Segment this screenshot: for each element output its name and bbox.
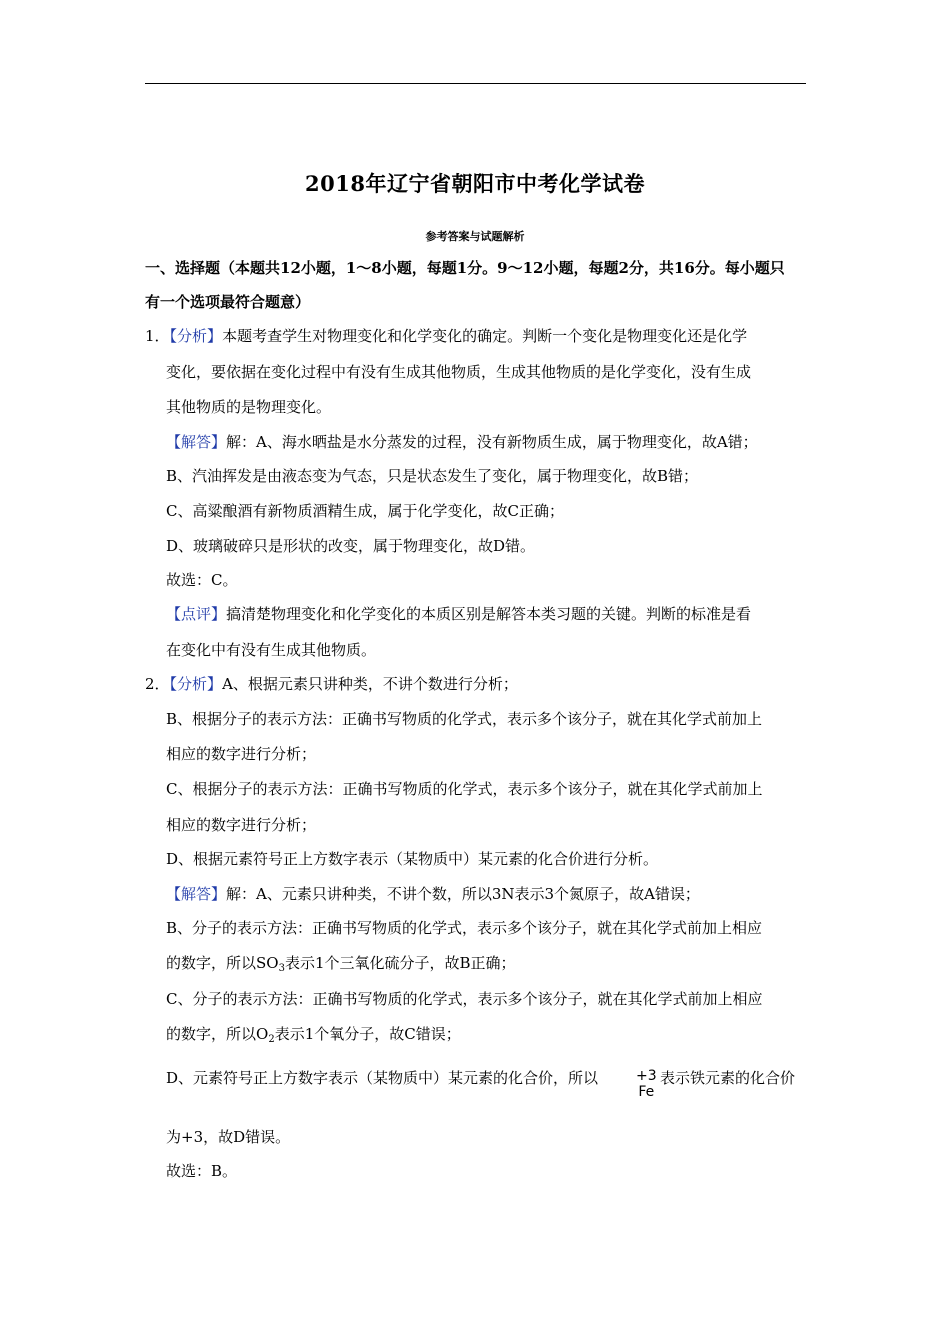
q1-analysis-line1 bbox=[145, 326, 747, 346]
q1-answer-a bbox=[166, 432, 758, 452]
q1-answer-tag: 【解答】 bbox=[166, 433, 227, 451]
q2-answer-c2-pre: 的数字，所以O bbox=[166, 1025, 269, 1043]
q2-answer-a bbox=[166, 884, 700, 904]
header-rule bbox=[145, 83, 806, 84]
q1-answer-b: B、汽油挥发是由液态变为气态，只是状态发生了变化，属于物理变化，故B错； bbox=[166, 467, 699, 485]
fe-valence-formula bbox=[636, 1068, 657, 1100]
q2-number: 2． bbox=[145, 675, 170, 693]
q1-analysis-line2: 变化，要依据在变化过程中有没有生成其他物质，生成其他物质的是化学变化，没有生成 bbox=[166, 363, 752, 381]
q1-comment-tag: 【点评】 bbox=[166, 605, 227, 623]
q2-analysis-c2: 相应的数字进行分析； bbox=[166, 816, 317, 834]
fe-charge: +3 bbox=[636, 1068, 657, 1084]
q2-answer-b1: B、分子的表示方法：正确书写物质的化学式，表示多个该分子，就在其化学式前加上相应 bbox=[166, 919, 763, 937]
q2-answer-c2 bbox=[166, 1024, 461, 1050]
q2-analysis-a-text: A、根据元素只讲种类，不讲个数进行分析； bbox=[222, 675, 518, 693]
page-title: 2018年辽宁省朝阳市中考化学试卷 bbox=[305, 171, 645, 196]
q2-answer-b2-pre: 的数字，所以SO bbox=[166, 954, 279, 972]
q2-choice: 故选：B。 bbox=[166, 1162, 238, 1180]
q1-answer-a-text: 解：A、海水晒盐是水分蒸发的过程，没有新物质生成，属于物理变化，故A错； bbox=[226, 433, 758, 451]
q2-answer-c1: C、分子的表示方法：正确书写物质的化学式，表示多个该分子，就在其化学式前加上相应 bbox=[166, 990, 763, 1008]
q2-answer-d2: 为+3，故D错误。 bbox=[166, 1128, 291, 1146]
q1-answer-c: C、高粱酿酒有新物质酒精生成，属于化学变化，故C正确； bbox=[166, 502, 564, 520]
q2-answer-d1-pre: D、元素符号正上方数字表示（某物质中）某元素的化合价，所以 bbox=[166, 1069, 599, 1087]
q2-answer-b2 bbox=[166, 953, 516, 979]
q2-analysis-b2: 相应的数字进行分析； bbox=[166, 745, 317, 763]
q2-answer-a-text: 解：A、元素只讲种类，不讲个数，所以3N表示3个氮原子，故A错误； bbox=[226, 885, 700, 903]
q1-analysis-text1: 本题考查学生对物理变化和化学变化的确定。判断一个变化是物理变化还是化学 bbox=[222, 327, 748, 345]
section-heading-line1: 一、选择题（本题共12小题，1～8小题，每题1分。9～12小题，每题2分，共16分。每小题只 bbox=[145, 259, 785, 277]
page-subtitle: 参考答案与试题解析 bbox=[425, 230, 525, 243]
q1-analysis-tag: 【分析】 bbox=[169, 327, 223, 345]
q2-analysis-d: D、根据元素符号正上方数字表示（某物质中）某元素的化合价进行分析。 bbox=[166, 850, 659, 868]
q1-comment-text1: 搞清楚物理变化和化学变化的本质区别是解答本类习题的关键。判断的标准是看 bbox=[226, 605, 752, 623]
so3-subscript: 3 bbox=[278, 963, 285, 974]
q2-answer-tag: 【解答】 bbox=[166, 885, 227, 903]
fe-symbol: Fe bbox=[638, 1084, 655, 1100]
q1-analysis-line3: 其他物质的是物理变化。 bbox=[166, 398, 332, 416]
q2-answer-d1-post: 表示铁元素的化合价 bbox=[660, 1069, 796, 1087]
q1-comment-line2: 在变化中有没有生成其他物质。 bbox=[166, 641, 377, 659]
o2-subscript: 2 bbox=[268, 1034, 275, 1045]
q2-analysis-tag: 【分析】 bbox=[169, 675, 223, 693]
q1-answer-d: D、玻璃破碎只是形状的改变，属于物理变化，故D错。 bbox=[166, 537, 536, 555]
q2-analysis-a bbox=[145, 674, 518, 694]
q2-answer-c2-post: 表示1个氧分子，故C错误； bbox=[274, 1025, 461, 1043]
q2-answer-b2-post: 表示1个三氧化硫分子，故B正确； bbox=[284, 954, 516, 972]
q2-analysis-b1: B、根据分子的表示方法：正确书写物质的化学式，表示多个该分子，就在其化学式前加上 bbox=[166, 710, 763, 728]
q2-analysis-c1: C、根据分子的表示方法：正确书写物质的化学式，表示多个该分子，就在其化学式前加上 bbox=[166, 780, 763, 798]
section-heading-line2: 有一个选项最符合题意） bbox=[145, 293, 311, 311]
q1-number: 1． bbox=[145, 327, 170, 345]
q1-choice: 故选：C。 bbox=[166, 571, 238, 589]
q1-comment-line1 bbox=[166, 604, 751, 624]
